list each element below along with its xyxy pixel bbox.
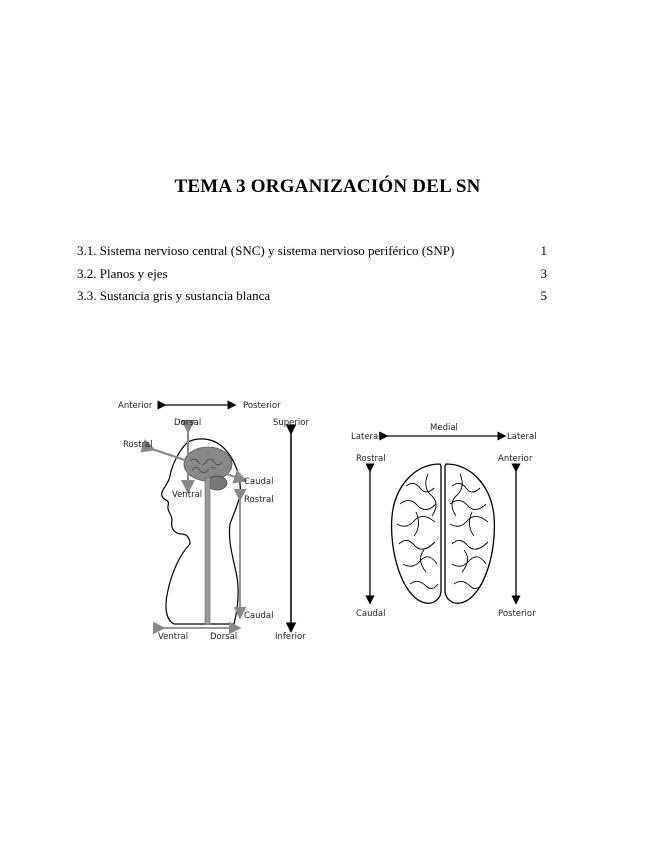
label-caudal-head: Caudal <box>244 477 274 487</box>
axes-illustration <box>110 394 550 646</box>
toc-entry[interactable] <box>77 240 547 263</box>
side-view-illustration <box>118 401 309 642</box>
anatomical-axes-figure <box>110 394 550 646</box>
label-rostral-left: Rostral <box>123 440 153 450</box>
label-superior: Superior <box>273 418 309 428</box>
toc-entry-page: 3 <box>540 265 547 281</box>
label-rostral-top: Rostral <box>356 454 386 464</box>
toc-entry-label: 3.1. Sistema nervioso central (SNC) y sistema nervioso periférico (SNP) <box>77 243 455 258</box>
label-inferior: Inferior <box>275 632 306 642</box>
label-lateral-left: Lateral <box>351 432 381 442</box>
table-of-contents <box>77 240 547 308</box>
label-ventral-mid: Ventral <box>172 490 203 500</box>
label-anterior-top: Anterior <box>498 454 533 464</box>
label-dorsal-bottom: Dorsal <box>210 632 238 642</box>
label-caudal-top: Caudal <box>356 609 386 619</box>
brain-shape <box>184 447 232 481</box>
brain-right-hemisphere <box>445 464 494 603</box>
toc-entry[interactable] <box>77 263 547 286</box>
label-anterior: Anterior <box>118 401 153 411</box>
label-ventral-bottom: Ventral <box>158 632 189 642</box>
label-caudal-spine: Caudal <box>244 611 274 621</box>
label-dorsal-top: Dorsal <box>174 418 202 428</box>
toc-entry-page: 1 <box>540 243 547 258</box>
document-title: TEMA 3 ORGANIZACIÓN DEL SN <box>174 176 481 197</box>
label-lateral-right: Lateral <box>507 432 537 442</box>
label-posterior-top: Posterior <box>498 609 536 619</box>
toc-entry[interactable] <box>77 285 547 308</box>
toc-entry-label: 3.3. Sustancia gris y sustancia blanca <box>77 288 271 303</box>
toc-entry-label: 3.2. Planos y ejes <box>77 265 168 281</box>
label-medial: Medial <box>430 423 458 433</box>
label-rostral-spine: Rostral <box>244 495 274 505</box>
spinal-cord <box>205 478 210 624</box>
toc-entry-page: 5 <box>540 288 547 303</box>
label-posterior: Posterior <box>243 401 281 411</box>
top-view-illustration <box>351 423 537 619</box>
